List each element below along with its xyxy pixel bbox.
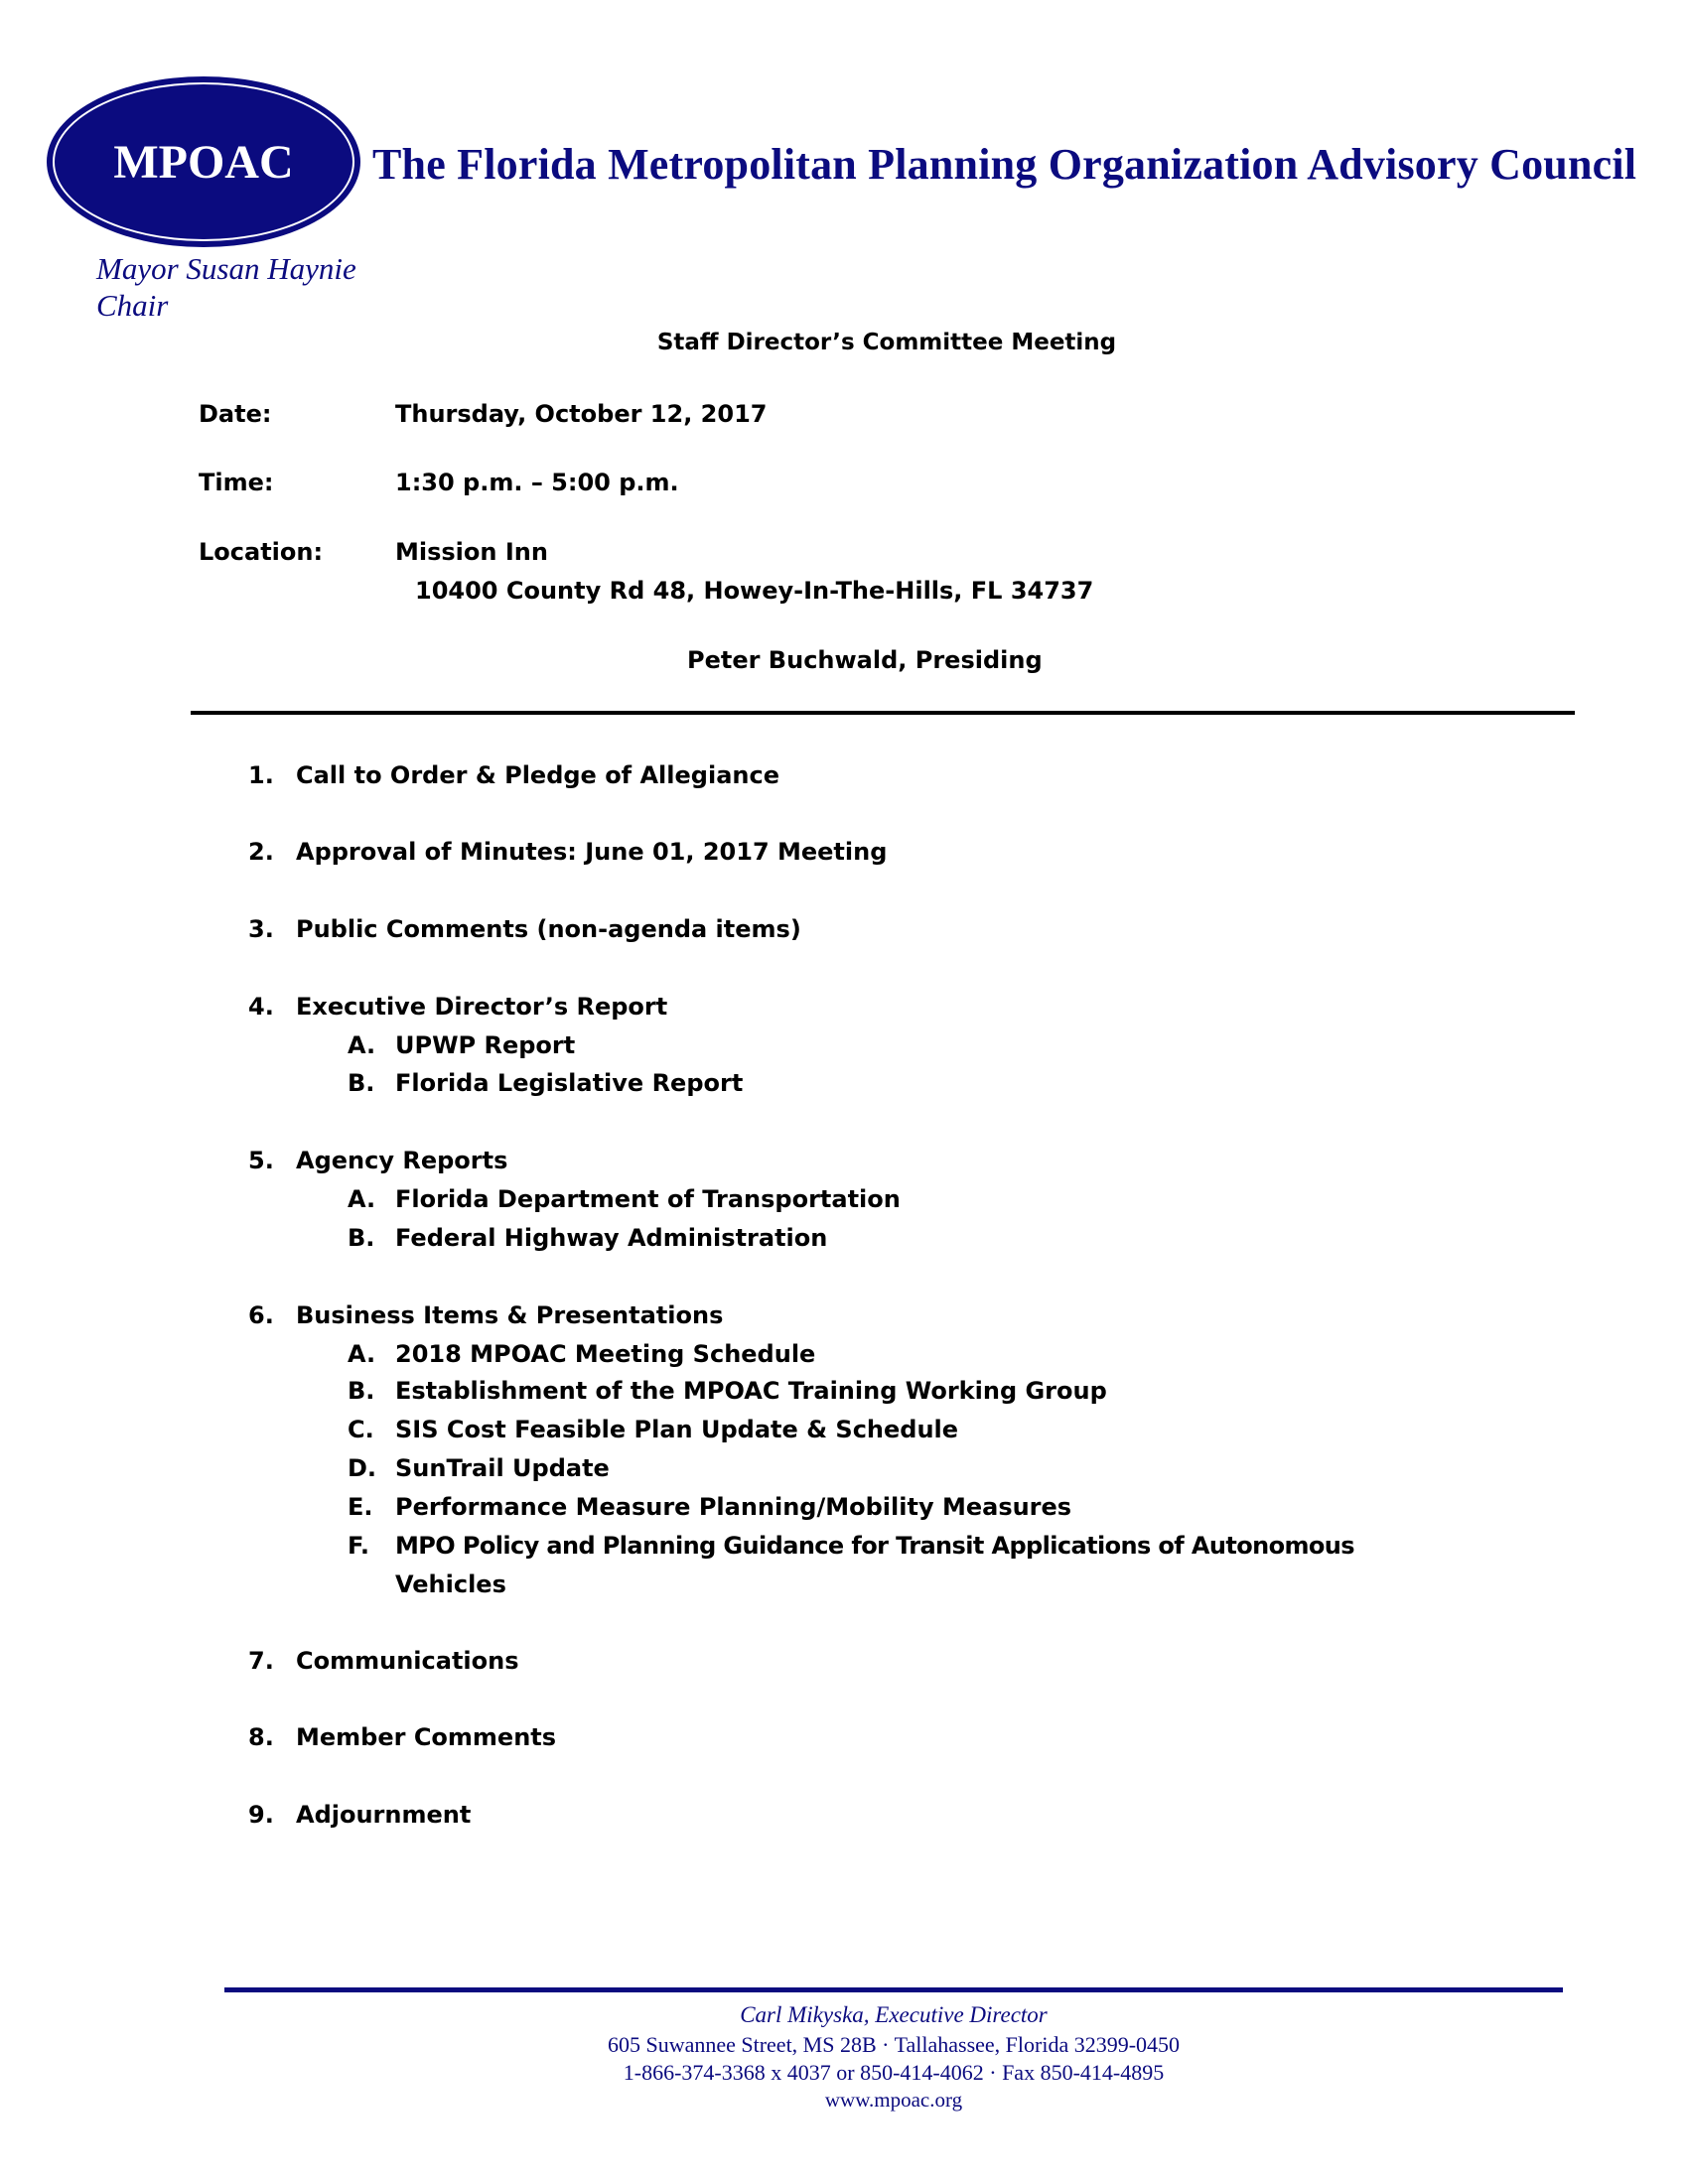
agenda-subitem: Florida Department of Transportation (395, 1185, 901, 1213)
agenda-subitem-letter: E. (348, 1493, 373, 1521)
section-divider (191, 711, 1575, 715)
agenda-item-number: 9. (248, 1801, 274, 1829)
agenda-subitem-letter: C. (348, 1416, 374, 1443)
agenda-item-number: 8. (248, 1723, 274, 1751)
agenda-item-number: 1. (248, 761, 274, 789)
agenda-item: Executive Director’s Report (296, 993, 668, 1021)
agenda-subitem-letter: B. (348, 1224, 375, 1252)
agenda-item: Business Items & Presentations (296, 1301, 724, 1329)
footer-phone: 1-866-374-3368 x 4037 or 850-414-4062 · Fax 850-414-4895 (623, 2060, 1165, 2085)
agenda-subitem: Federal Highway Administration (395, 1224, 828, 1252)
logo-text: MPOAC (113, 135, 294, 189)
agenda-subitem: 2018 MPOAC Meeting Schedule (395, 1340, 816, 1368)
agenda-item: Member Comments (296, 1723, 557, 1751)
date-label: Date: (199, 400, 272, 428)
presiding-officer: Peter Buchwald, Presiding (687, 646, 1043, 674)
agenda-item: Approval of Minutes: June 01, 2017 Meeting (296, 838, 888, 866)
agenda-item-number: 4. (248, 993, 274, 1021)
agenda-item-number: 3. (248, 915, 274, 943)
agenda-subitem-letter: D. (348, 1454, 377, 1482)
agenda-item: Adjournment (296, 1801, 472, 1829)
location-name: Mission Inn (395, 538, 548, 566)
agenda-subitem: UPWP Report (395, 1031, 576, 1059)
agenda-subitem-letter: A. (348, 1185, 376, 1213)
agenda-subitem-letter: A. (348, 1031, 376, 1059)
location-label: Location: (199, 538, 324, 566)
agenda-item-number: 6. (248, 1301, 274, 1329)
footer-divider (224, 1987, 1563, 1992)
agenda-subitem: SunTrail Update (395, 1454, 610, 1482)
agenda-item: Call to Order & Pledge of Allegiance (296, 761, 779, 789)
agenda-subitem-letter: F. (348, 1532, 369, 1560)
agenda-subitem: Performance Measure Planning/Mobility Measures (395, 1493, 1072, 1521)
agenda-subitem-letter: B. (348, 1377, 375, 1405)
agenda-item: Communications (296, 1647, 519, 1675)
chair-title: Chair (96, 288, 169, 323)
agenda-item-number: 5. (248, 1147, 274, 1174)
agenda-subitem: SIS Cost Feasible Plan Update & Schedule (395, 1416, 959, 1443)
footer-website-link[interactable]: www.mpoac.org (824, 2088, 963, 2112)
agenda-item-number: 7. (248, 1647, 274, 1675)
agenda-item-number: 2. (248, 838, 274, 866)
agenda-subitem: Florida Legislative Report (395, 1069, 744, 1097)
agenda-subitem: Establishment of the MPOAC Training Working Group (395, 1377, 1107, 1405)
chair-name: Mayor Susan Haynie (96, 251, 356, 286)
time-value: 1:30 p.m. – 5:00 p.m. (395, 469, 679, 496)
agenda-subitem: MPO Policy and Planning Guidance for Transit Applications of Autonomous (395, 1532, 1354, 1560)
agenda-subitem-letter: B. (348, 1069, 375, 1097)
agenda-subitem-continuation: Vehicles (395, 1570, 506, 1598)
organization-title: The Florida Metropolitan Planning Organization Advisory Council (372, 140, 1637, 189)
agenda-item: Agency Reports (296, 1147, 508, 1174)
time-label: Time: (199, 469, 274, 496)
footer-address: 605 Suwannee Street, MS 28B · Tallahassee, Florida 32399-0450 (607, 2032, 1181, 2057)
location-address: 10400 County Rd 48, Howey-In-The-Hills, FL 34737 (415, 577, 1094, 605)
meeting-title: Staff Director’s Committee Meeting (656, 330, 1117, 355)
agenda-subitem-letter: A. (348, 1340, 376, 1368)
date-value: Thursday, October 12, 2017 (395, 400, 768, 428)
agenda-item: Public Comments (non-agenda items) (296, 915, 801, 943)
footer-director: Carl Mikyska, Executive Director (740, 2002, 1048, 2027)
